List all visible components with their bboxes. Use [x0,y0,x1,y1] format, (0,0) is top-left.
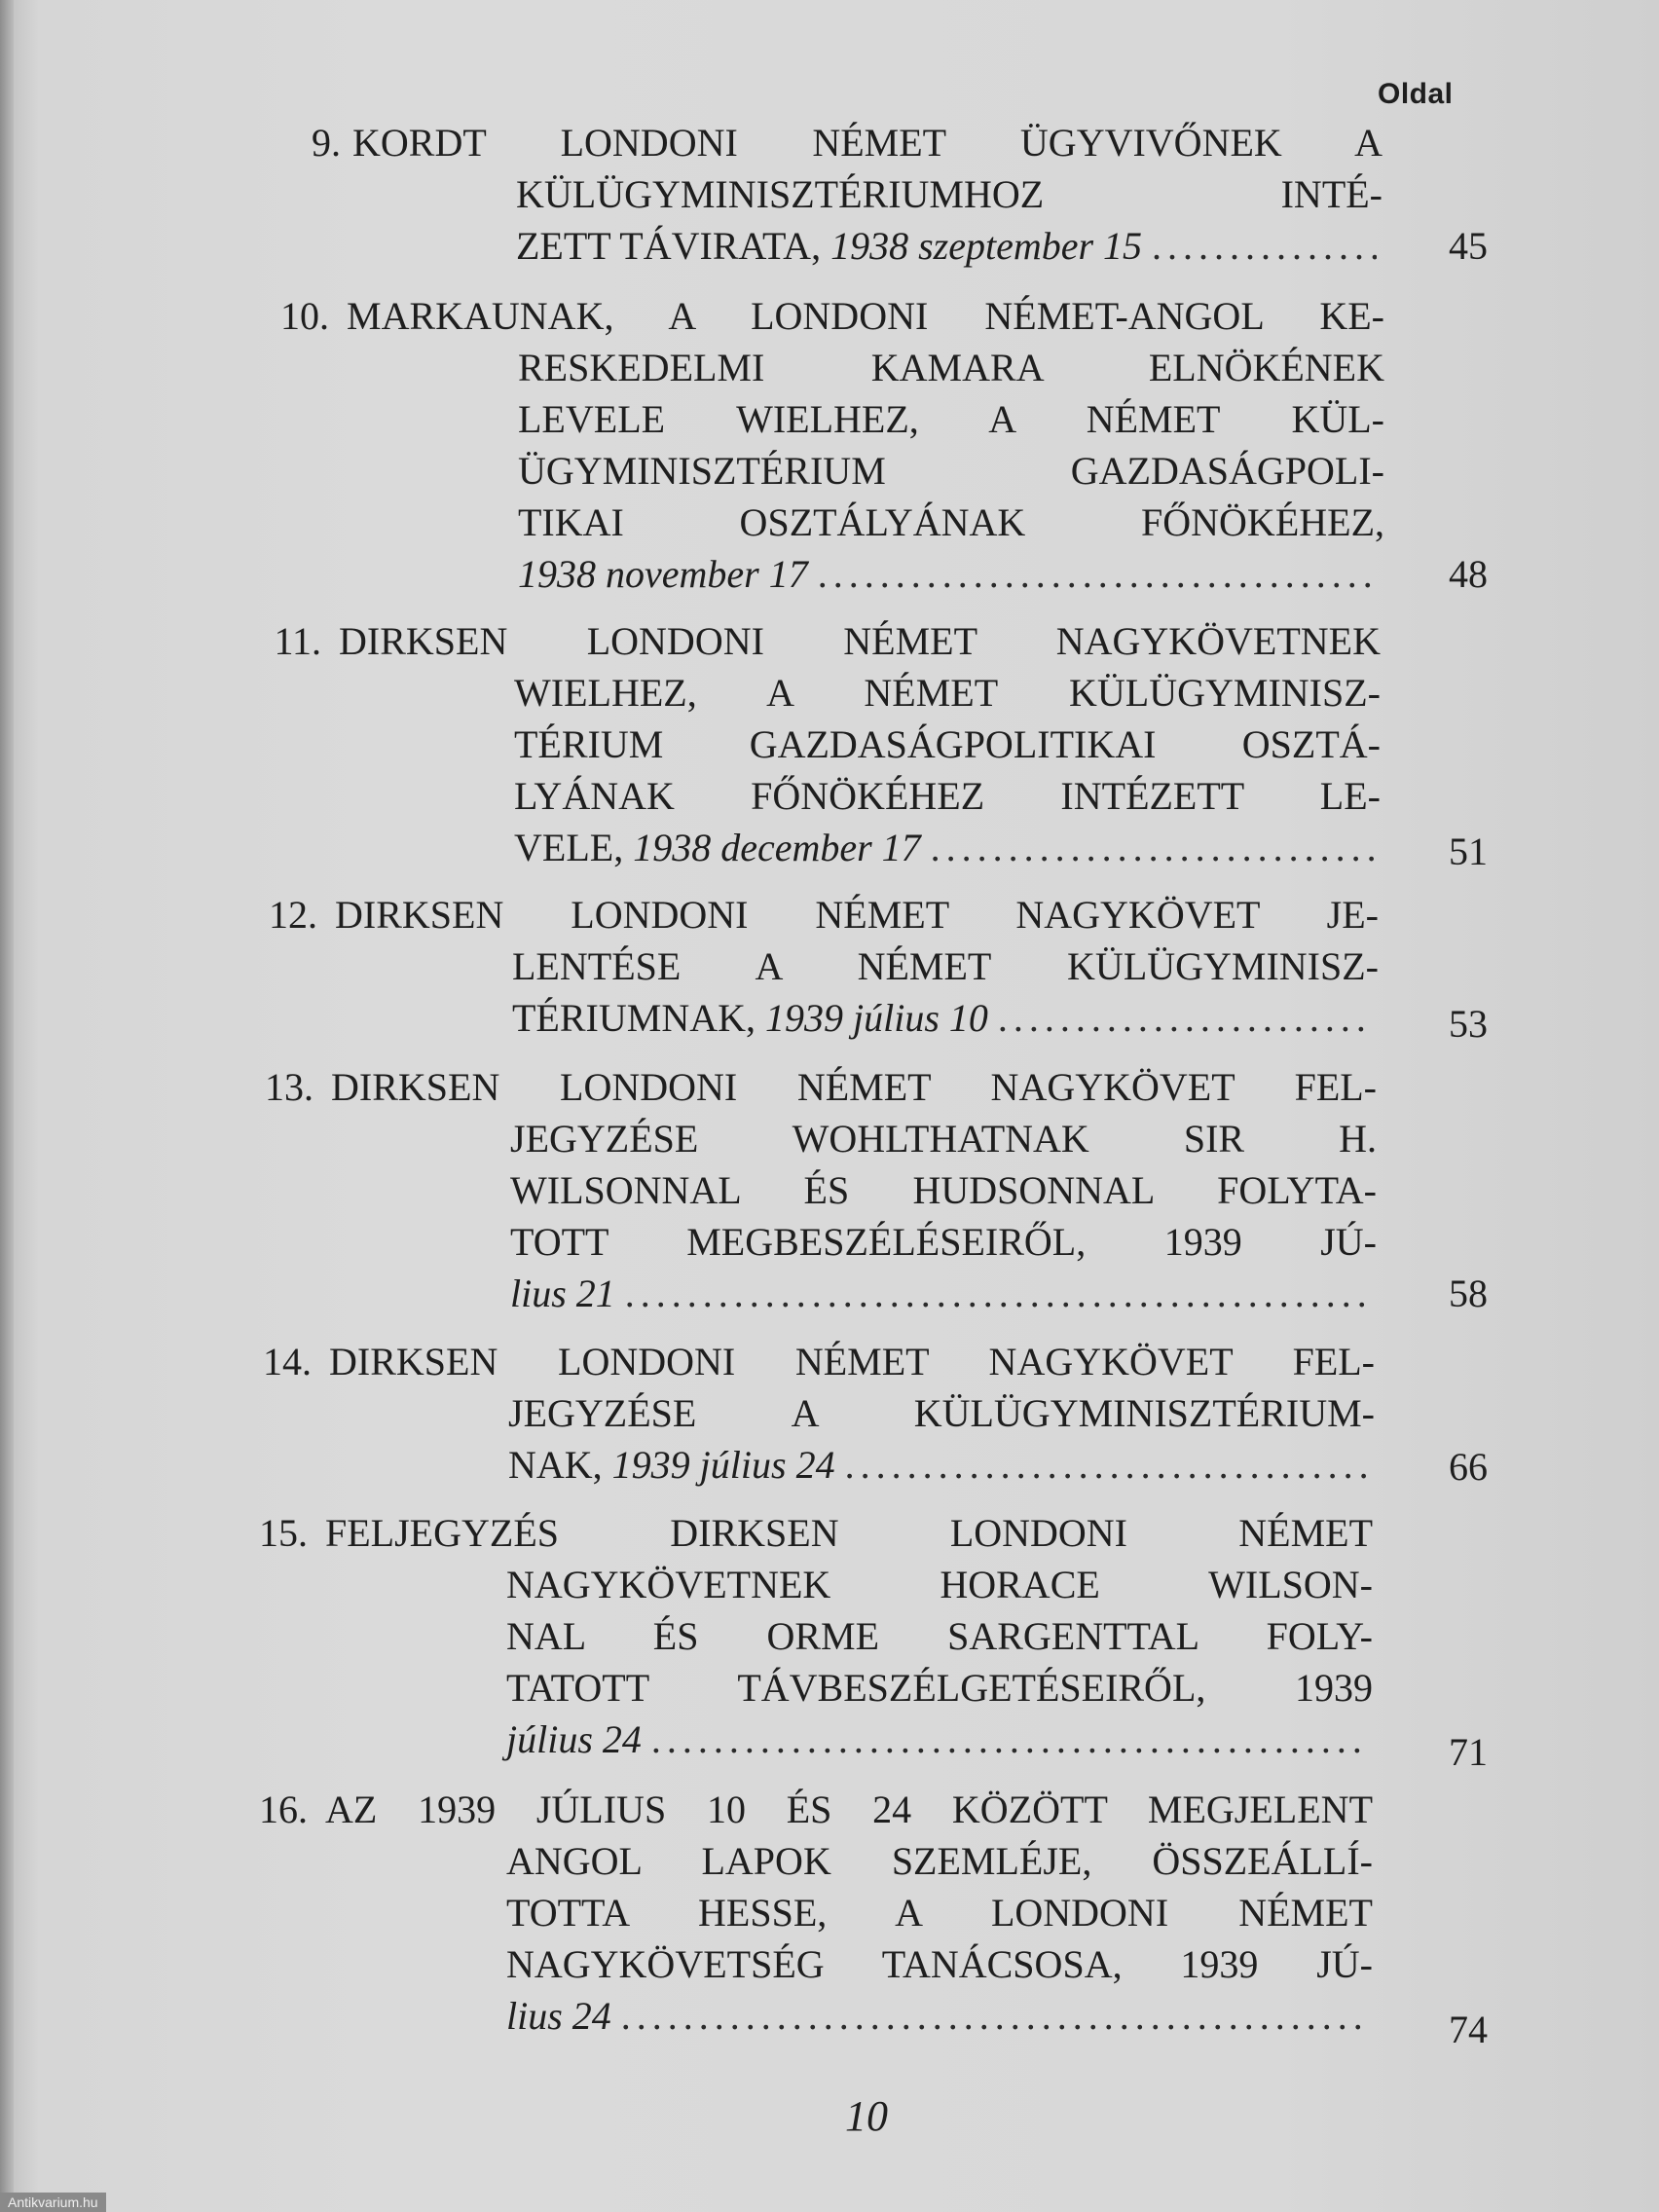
entry-line: DIRKSEN LONDONI NÉMET NAGYKÖVET JE- [335,893,1379,937]
entry-line: WIELHEZ, A NÉMET KÜLÜGYMINISZ- [514,671,1381,715]
entry-line: NAGYKÖVETNEK HORACE WILSON- [506,1563,1373,1606]
entry-last-line [514,822,1381,873]
entry-title [331,1061,1377,1319]
entry-line: JEGYZÉSE WOHLTHATNAK SIR H. [510,1117,1377,1161]
entry-line: RESKEDELMI KAMARA ELNÖKÉNEK [518,346,1384,389]
leader-dots [998,992,1373,1044]
entry-line: ANGOL LAPOK SZEMLÉJE, ÖSSZEÁLLÍ- [506,1839,1373,1883]
entry-line: KORDT LONDONI NÉMET ÜGYVIVŐNEK A [352,121,1382,165]
entry-line: ÜGYMINISZTÉRIUM GAZDASÁGPOLI- [518,449,1384,493]
entry-number: 9. [312,121,341,165]
entry-number: 11. [274,619,321,663]
entry-line: DIRKSEN LONDONI NÉMET NAGYKÖVET FEL- [331,1065,1377,1109]
entry-number: 12. [269,893,317,937]
entry-line: DIRKSEN LONDONI NÉMET NAGYKÖVETNEK [339,619,1381,663]
entry-page-number: 66 [1449,1445,1488,1489]
entry-line: MARKAUNAK, A LONDONI NÉMET-ANGOL KE- [347,294,1384,338]
entry-title [325,1784,1373,2042]
entry-page-number: 51 [1449,830,1488,873]
entry-line: TOTT MEGBESZÉLÉSEIRŐL, 1939 JÚ- [510,1220,1377,1264]
entry-last-line [506,1990,1373,2042]
entry-title [335,889,1379,1044]
entry-line: AZ 1939 JÚLIUS 10 ÉS 24 KÖZÖTT MEGJELENT [325,1788,1373,1831]
entry-line: LEVELE WIELHEZ, A NÉMET KÜL- [518,397,1384,441]
entry-title [339,615,1381,873]
entry-line: JEGYZÉSE A KÜLÜGYMINISZTÉRIUM- [508,1391,1375,1435]
entry-date: 1939 július 10 [764,996,988,1040]
leader-dots [931,822,1375,873]
entry-line: WILSONNAL ÉS HUDSONNAL FOLYTA- [510,1168,1377,1212]
entry-line: FELJEGYZÉS DIRKSEN LONDONI NÉMET [325,1511,1373,1555]
entry-line: DIRKSEN LONDONI NÉMET NAGYKÖVET FEL- [329,1340,1375,1383]
entry-page-number: 74 [1449,2008,1488,2051]
entry-page-number: 58 [1449,1272,1488,1315]
page-number: 10 [845,2092,888,2140]
entry-date: július 24 [506,1717,642,1761]
entry-line-prefix: ZETT TÁVIRATA, [516,224,822,268]
entry-last-line [516,220,1382,272]
watermark: Antikvarium.hu [0,2193,106,2212]
entry-line: NAGYKÖVETSÉG TANÁCSOSA, 1939 JÚ- [506,1942,1373,1986]
entry-number: 13. [265,1065,313,1109]
entry-line: KÜLÜGYMINISZTÉRIUMHOZ INTÉ- [516,172,1382,216]
leader-dots [818,548,1379,600]
entry-page-number: 53 [1449,1002,1488,1046]
leader-dots [621,1990,1367,2042]
entry-number: 10. [280,294,329,338]
entry-title [329,1336,1375,1491]
entry-title [325,1507,1373,1765]
leader-dots [845,1439,1369,1491]
entry-last-line [506,1714,1373,1765]
entry-date: 1938 szeptember 15 [830,224,1143,268]
entry-line: LYÁNAK FŐNÖKÉHEZ INTÉZETT LE- [514,774,1381,818]
entry-page-number: 45 [1449,224,1488,268]
entry-line: TATOTT TÁVBESZÉLGETÉSEIRŐL, 1939 [506,1666,1373,1710]
entry-last-line [518,548,1384,600]
page-edge [0,0,14,2212]
entry-line: LENTÉSE A NÉMET KÜLÜGYMINISZ- [512,944,1379,988]
entry-page-number: 48 [1449,552,1488,596]
entry-line-prefix: TÉRIUMNAK, [512,996,756,1040]
entry-title [347,290,1384,600]
entry-date: 1938 november 17 [518,552,808,596]
entry-number: 14. [263,1340,312,1383]
entry-line: NAL ÉS ORME SARGENTTAL FOLY- [506,1614,1373,1658]
entry-line: TÉRIUM GAZDASÁGPOLITIKAI OSZTÁ- [514,722,1381,766]
entry-date: 1939 július 24 [611,1443,835,1487]
page-column-header: Oldal [1378,78,1454,110]
entry-line: TOTTA HESSE, A LONDONI NÉMET [506,1891,1373,1935]
entry-last-line [512,992,1379,1044]
entry-line-prefix: VELE, [514,826,624,869]
entry-last-line [510,1268,1377,1319]
entry-date: lius 24 [506,1994,611,2038]
leader-dots [1152,220,1377,272]
entry-date: 1938 december 17 [633,826,921,869]
entry-number: 16. [259,1788,308,1831]
entry-page-number: 71 [1449,1730,1488,1774]
entry-line-prefix: NAK, [508,1443,603,1487]
leader-dots [651,1714,1367,1765]
entry-number: 15. [259,1511,308,1555]
entry-title [352,117,1382,272]
leader-dots [625,1268,1371,1319]
entry-date: lius 21 [510,1272,615,1315]
entry-line: TIKAI OSZTÁLYÁNAK FŐNÖKÉHEZ, [518,500,1384,544]
entry-last-line [508,1439,1375,1491]
